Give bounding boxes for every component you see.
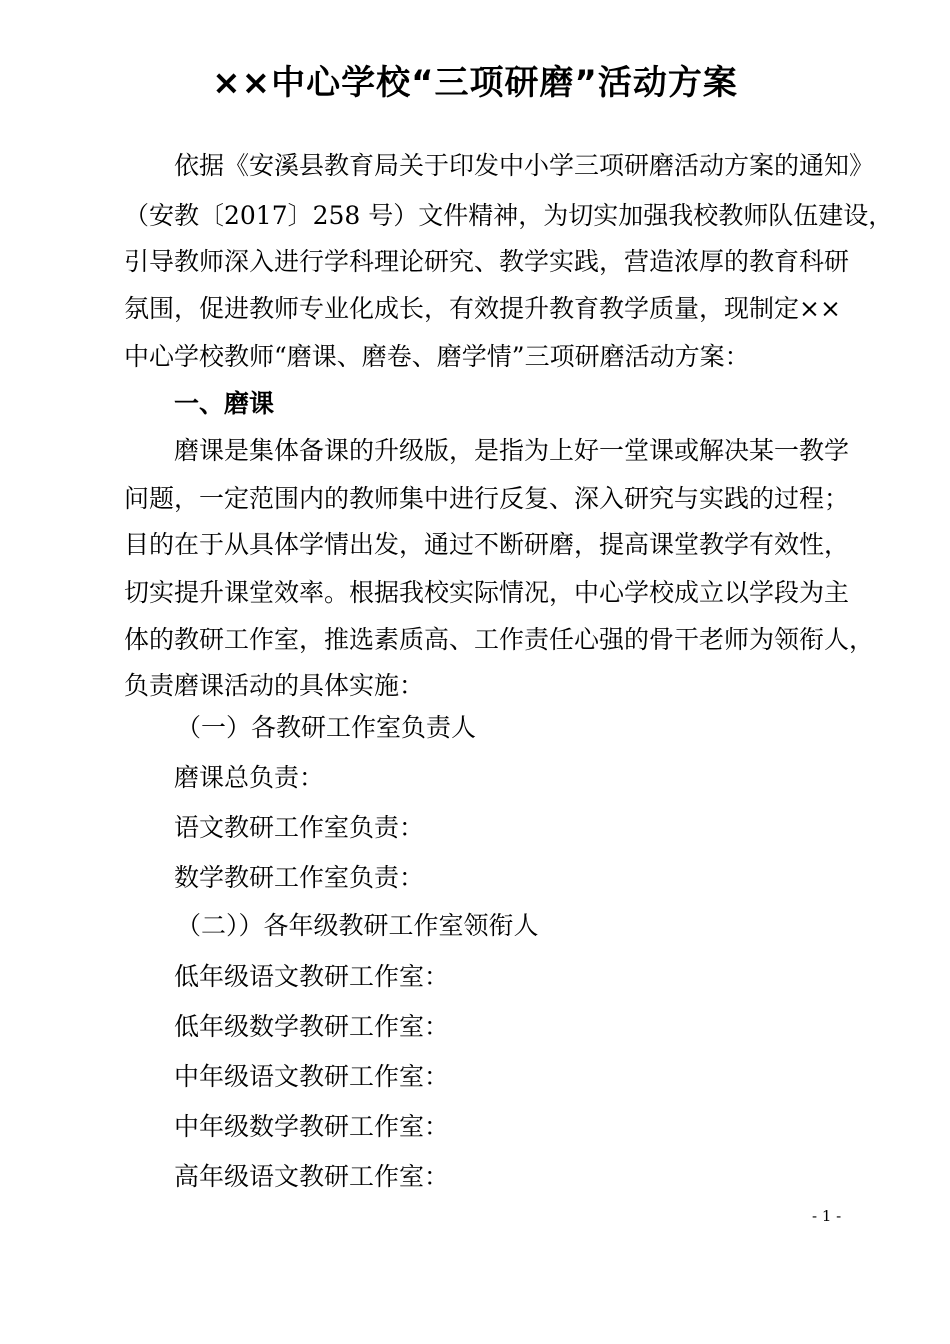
list-item: 中年级数学教研工作室： (174, 1112, 450, 1141)
body-line: 切实提升课堂效率。根据我校实际情况，中心学校成立以学段为主 (124, 578, 850, 607)
body-line: 体的教研工作室，推选素质高、工作责任心强的骨干老师为领衔人， (124, 625, 875, 654)
list-item: 磨课总负责： (174, 763, 325, 792)
intro-line: 中心学校教师“磨课、磨卷、磨学情”三项研磨活动方案： (124, 342, 750, 371)
list-item: 中年级语文教研工作室： (174, 1062, 450, 1091)
list-item: 语文教研工作室负责： (174, 813, 425, 842)
intro-line: 依据《安溪县教育局关于印发中小学三项研磨活动方案的通知》 (174, 151, 875, 180)
list-item: 低年级数学教研工作室： (174, 1012, 450, 1041)
body-line: 负责磨课活动的具体实施： (124, 671, 425, 700)
page-number: - 1 - (812, 1207, 842, 1225)
subsection-heading: （一）各教研工作室负责人 (176, 713, 477, 742)
list-item: 低年级语文教研工作室： (174, 962, 450, 991)
body-line: 磨课是集体备课的升级版，是指为上好一堂课或解决某一教学 (174, 436, 850, 465)
intro-line: 引导教师深入进行学科理论研究、教学实践，营造浓厚的教育科研 (124, 247, 850, 276)
list-item: 数学教研工作室负责： (174, 863, 425, 892)
intro-line: 氛围，促进教师专业化成长，有效提升教育教学质量，现制定×× (124, 294, 841, 323)
intro-line: （安教〔2017〕258 号）文件精神，为切实加强我校教师队伍建设， (124, 201, 894, 230)
body-line: 问题，一定范围内的教师集中进行反复、深入研究与实践的过程； (124, 484, 850, 513)
body-line: 目的在于从具体学情出发，通过不断研磨，提高课堂教学有效性， (124, 530, 850, 559)
document-title: ××中心学校“三项研磨”活动方案 (212, 63, 738, 103)
section-heading: 一、磨课 (174, 389, 275, 418)
list-item: 高年级语文教研工作室： (174, 1162, 450, 1191)
subsection-heading: （二））各年级教研工作室领衔人 (176, 911, 539, 940)
